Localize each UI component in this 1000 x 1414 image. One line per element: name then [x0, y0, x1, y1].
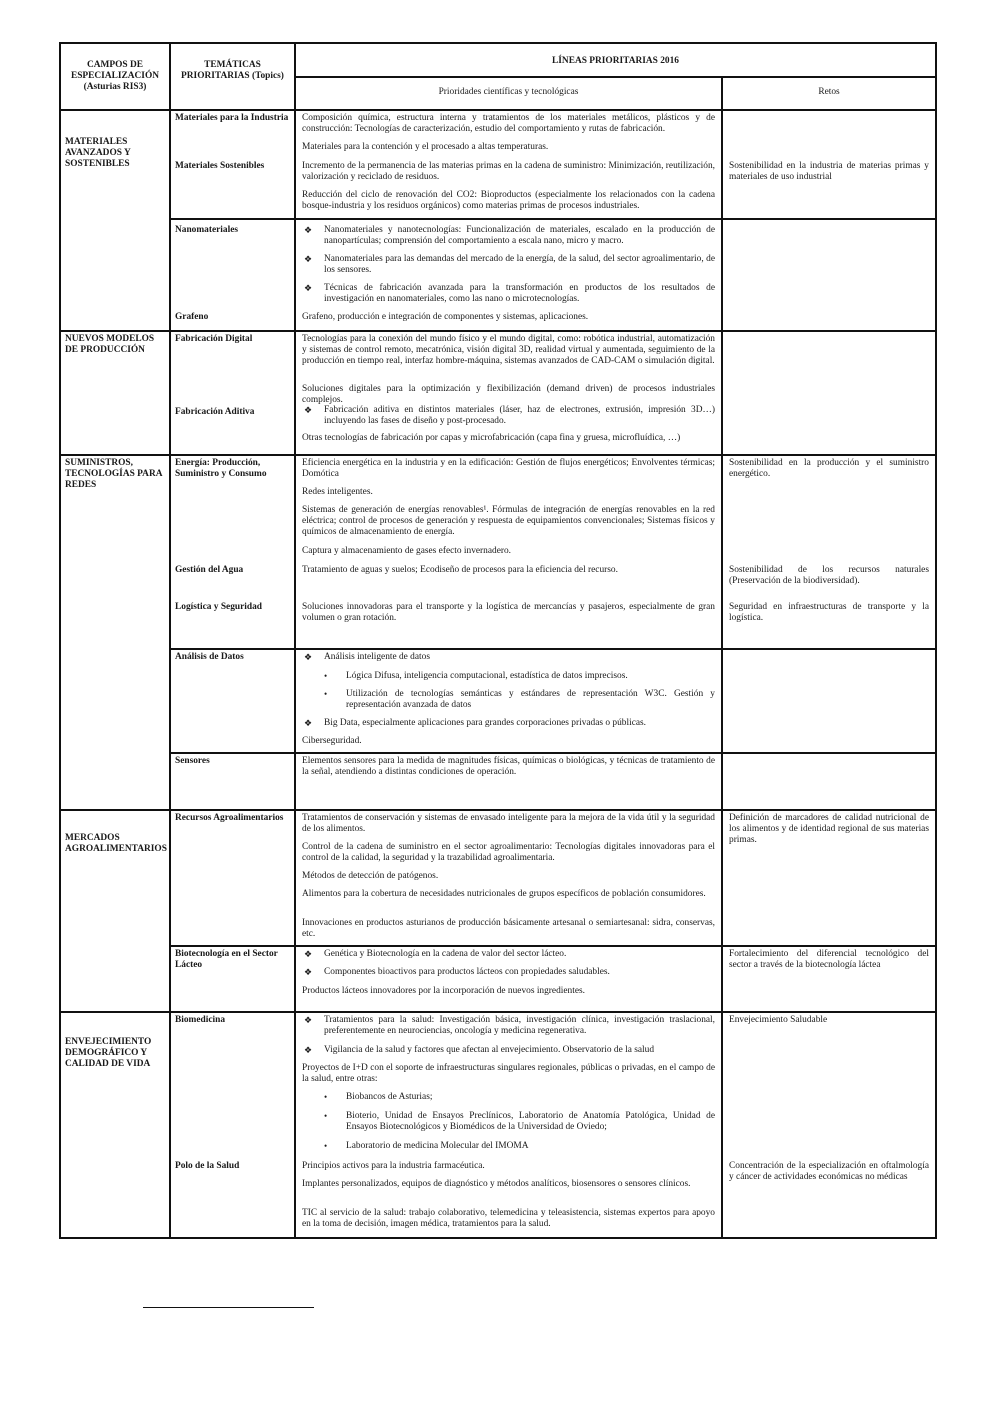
diamond-bullet-icon: ❖ — [304, 1015, 313, 1026]
campo-nuevos-modelos: NUEVOS MODELOS DE PRODUCCIÓN — [60, 331, 170, 455]
retos-nano — [722, 219, 936, 331]
diamond-bullet-icon: ❖ — [304, 718, 313, 728]
diamond-bullet-icon: ❖ — [304, 253, 313, 264]
header-prioridades: Prioridades científicas y tecnológicas — [295, 77, 722, 110]
tematica-materiales: Materiales para la Industria Materiales Sostenibles — [170, 110, 295, 218]
dot-bullet-icon: • — [324, 671, 328, 681]
tematica-recursos: Recursos Agroalimentarios — [170, 810, 295, 946]
dot-bullet-icon: • — [324, 1141, 328, 1152]
prioridades-datos: ❖ Análisis inteligente de datos • Lógica Difusa, inteligencia computacional, estadística de datos imprecisos. • Utilización de tecnologías semánticas y estándares de representación W3C. Gestión y representación avanzada de datos ❖ Big Data, especialmente aplicaciones para grandes corporaciones privadas o públicas. Ciberseguridad. — [295, 649, 722, 753]
campo-envejecimiento: ENVEJECIMIENTO DEMOGRÁFICO Y CALIDAD DE VIDA — [60, 1012, 170, 1238]
retos-datos — [722, 649, 936, 753]
prioridades-materiales: Composición química, estructura interna y tratamientos de los materiales metálicos, plásticos y de construcción: Tecnologías de caracterización, estudio del comportamiento y rutas de fabricación. Materiales para la contención y el procesado a altas temperaturas. Incremento de la permanencia de las materias primas en la cadena de suministro: Minimización, reutilización, valorización y reciclado de residuos. Reducción del ciclo de renovación del CO2: Bioproductos (especialmente los relacionados con la cadena bosque-industria y los residuos orgánicos) como materias primas de procesos industriales. — [295, 110, 722, 218]
tematica-datos: Análisis de Datos — [170, 649, 295, 753]
diamond-bullet-icon: ❖ — [304, 282, 313, 293]
retos-sensores — [722, 753, 936, 809]
header-campos: CAMPOS DE ESPECIALIZACIÓN (Asturias RIS3) — [60, 43, 170, 110]
retos-suministros: Sostenibilidad en la producción y el suministro energético. Sostenibilidad de los recursos naturales (Preservación de la biodiversidad). Seguridad en infraestructuras de transporte y la logística. — [722, 455, 936, 649]
dot-bullet-icon: • — [324, 1092, 328, 1103]
priorities-table — [59, 42, 937, 1239]
prioridades-nano: ❖ Nanomateriales y nanotecnologías: Funcionalización de materiales, escalado en la producción de nanopartículas; comprensión del comportamiento a escala nano, micro y macro. ❖ Nanomateriales para las demandas del mercado de la energía, de la salud, del sector agroalimentario, de los sensores. ❖ Técnicas de fabricación avanzada para la transformación en productos de los resultados de investigación en nanomateriales, como las nano o microtecnologías. Grafeno, producción e integración de componentes y sistemas, aplicaciones. — [295, 219, 722, 331]
tematica-sensores: Sensores — [170, 753, 295, 809]
dot-bullet-icon: • — [324, 1111, 328, 1122]
dot-bullet-icon: • — [324, 689, 328, 699]
prioridades-recursos: Tratamientos de conservación y sistemas de envasado inteligente para la mejora de la vida útil y la seguridad de los alimentos. Control de la cadena de suministro en el sector agroalimentario: Tecnologías digitales innovadoras para el control de la calidad, la seguridad y la trazabilidad agroalimentaria. Métodos de detección de patógenos. Alimentos para la cobertura de necesidades nutricionales de grupos específicos de población consumidores. Innovaciones en productos asturianos de producción básicamente artesanal o semiartesanal: sidra, conservas, etc. — [295, 810, 722, 946]
prioridades-suministros: Eficiencia energética en la industria y en la edificación: Gestión de flujos energéticos; Envolventes térmicas; Domótica Redes inteligentes. Sistemas de generación de energías renovables¹. Fórmulas de integración de energías renovables en la red eléctrica; control de procesos de generación y respuesta de equipamientos convencionales; Sistemas físicos y químicos de almacenamiento de energía. Captura y almacenamiento de gases efecto invernadero. Tratamiento de aguas y suelos; Ecodiseño de procesos para la eficiencia del recurso. Soluciones innovadoras para el transporte y la logística de mercancías y pasajeros, especialmente de gran volumen o gran rotación. — [295, 455, 722, 649]
header-tematicas: TEMÁTICAS PRIORITARIAS (Topics) — [170, 43, 295, 110]
campo-suministros: SUMINISTROS, TECNOLOGÍAS PARA REDES — [60, 455, 170, 809]
diamond-bullet-icon: ❖ — [304, 948, 313, 959]
diamond-bullet-icon: ❖ — [304, 224, 313, 235]
diamond-bullet-icon: ❖ — [304, 966, 313, 977]
diamond-bullet-icon: ❖ — [304, 652, 313, 662]
prioridades-nuevos-modelos: Tecnologías para la conexión del mundo físico y el mundo digital, como: robótica industrial, automatización y sistemas de control remoto, mecatrónica, visión digital 3D, realidad virtual y aumentada, seguimiento de la producción en tiempo real, interfaz hombre-máquina, sistemas avanzados de CAD-CAM o simulación digital. Soluciones digitales para la optimización y flexibilización (demand driven) de procesos industriales complejos. ❖ Fabricación aditiva en distintos materiales (láser, haz de electrones, extrusión, impresión 3D…) incluyendo las fases de diseño y post-procesado. Otras tecnologías de fabricación por capas y microfabricación (capa fina y gruesa, microfluídica, …) — [295, 331, 722, 455]
prioridades-sensores: Elementos sensores para la medida de magnitudes físicas, químicas o biológicas, y técnicas de tratamiento de la señal, atendiendo a distintas condiciones de operación. — [295, 753, 722, 809]
retos-nuevos-modelos — [722, 331, 936, 455]
retos-recursos: Definición de marcadores de calidad nutricional de los alimentos y de identidad regional de sus materias primas. — [722, 810, 936, 946]
retos-biotecnologia: Fortalecimiento del diferencial tecnológico del sector a través de la biotecnología láctea — [722, 946, 936, 1012]
campo-mercados: MERCADOS AGROALIMENTARIOS — [60, 810, 170, 1013]
tematica-biotecnologia: Biotecnología en el Sector Lácteo — [170, 946, 295, 1012]
prioridades-biotecnologia: ❖ Genética y Biotecnología en la cadena de valor del sector lácteo. ❖ Componentes bioactivos para productos lácteos con propiedades saludables. Productos lácteos innovadores por la incorporación de nuevos ingredientes. — [295, 946, 722, 1012]
header-lineas: LÍNEAS PRIORITARIAS 2016 — [295, 43, 936, 77]
tematica-suministros: Energía: Producción, Suministro y Consumo Gestión del Agua Logística y Seguridad — [170, 455, 295, 649]
tematica-nano: Nanomateriales Grafeno — [170, 219, 295, 331]
footnote-separator — [143, 1307, 314, 1308]
retos-materiales: Sostenibilidad en la industria de materias primas y materiales de uso industrial — [722, 110, 936, 218]
header-retos: Retos — [722, 77, 936, 110]
tematica-envejecimiento: Biomedicina Polo de la Salud — [170, 1012, 295, 1238]
tematica-nuevos-modelos: Fabricación Digital Fabricación Aditiva — [170, 331, 295, 455]
diamond-bullet-icon: ❖ — [304, 1045, 313, 1056]
prioridades-envejecimiento: ❖ Tratamientos para la salud: Investigación básica, investigación clínica, investigación traslacional, preferentemente en neurociencias, oncología y medicina regenerativa. ❖ Vigilancia de la salud y factores que afectan al envejecimiento. Observatorio de la salud Proyectos de I+D con el soporte de infraestructuras singulares regionales, públicas o privadas, en el campo de la salud, entre otras: • Biobancos de Asturias; • Bioterio, Unidad de Ensayos Preclínicos, Laboratorio de Anatomía Patológica, Unidad de Ensayos Biotecnológicos y Biomédicos de la Universidad de Oviedo; • Laboratorio de medicina Molecular del IMOMA Principios activos para la industria farmacéutica. Implantes personalizados, equipos de diagnóstico y métodos analíticos, biosensores o sensores clínicos. TIC al servicio de la salud: trabajo colaborativo, telemedicina y teleasistencia, sistemas expertos para apoyo en la toma de decisión, imagen médica, tratamientos para la salud. — [295, 1012, 722, 1238]
campo-materiales: MATERIALES AVANZADOS Y SOSTENIBLES — [60, 110, 170, 331]
retos-envejecimiento: Envejecimiento Saludable Concentración de la especialización en oftalmología y cáncer de actividades económicas no médicas — [722, 1012, 936, 1238]
diamond-bullet-icon: ❖ — [304, 404, 313, 415]
